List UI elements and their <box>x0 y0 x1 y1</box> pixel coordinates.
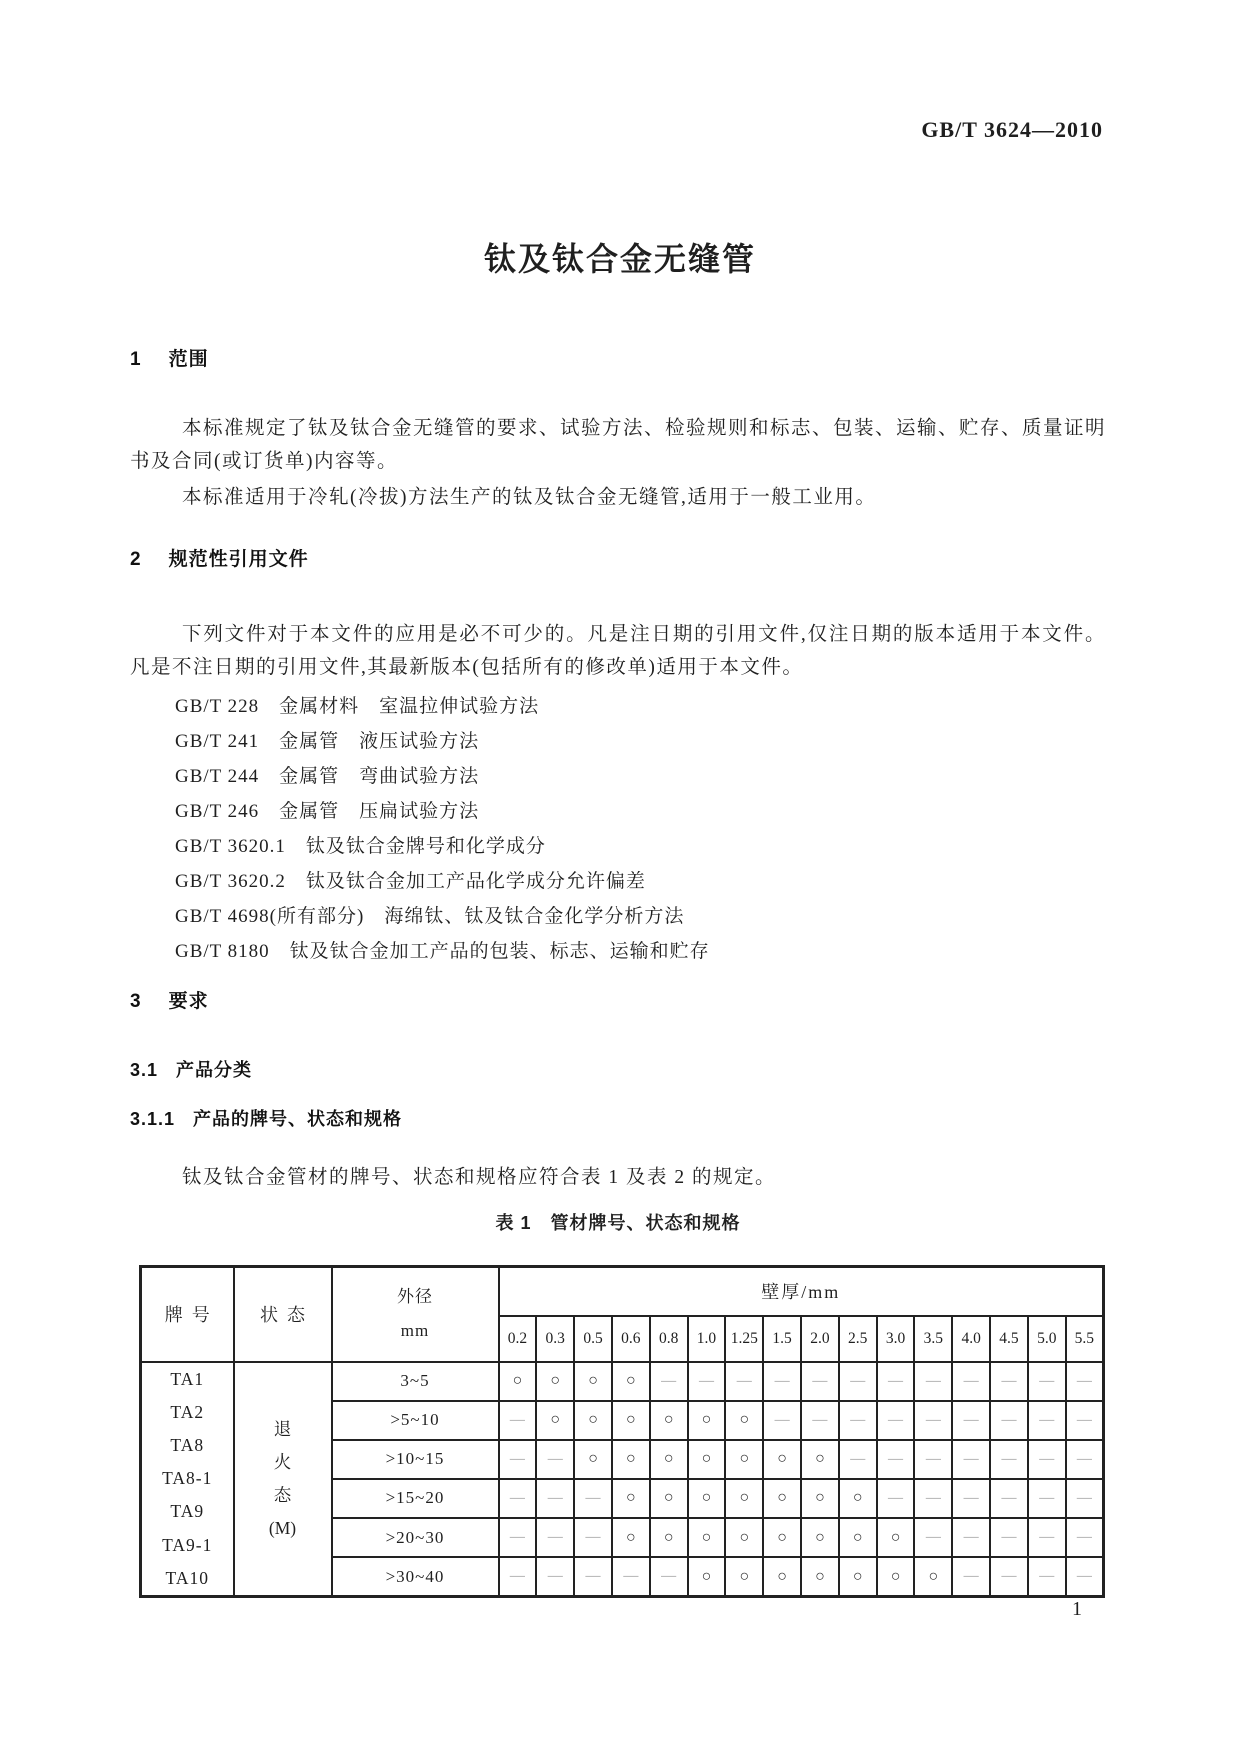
available-mark: ○ <box>650 1518 688 1557</box>
unavailable-mark: — <box>1028 1440 1066 1479</box>
unavailable-mark: — <box>574 1557 612 1596</box>
wall-thickness-value: 2.0 <box>801 1316 839 1362</box>
wall-thickness-value: 5.5 <box>1066 1316 1104 1362</box>
available-mark: ○ <box>612 1401 650 1440</box>
table-1 <box>139 1265 1105 1598</box>
brand-label: TA9-1 <box>162 1534 213 1555</box>
available-mark: ○ <box>536 1401 574 1440</box>
available-mark: ○ <box>839 1557 877 1596</box>
available-mark: ○ <box>650 1479 688 1518</box>
unavailable-mark: — <box>914 1440 952 1479</box>
state-label: 态 <box>273 1484 292 1505</box>
od-header-line2: mm <box>400 1321 430 1341</box>
section-3-title: 要求 <box>168 991 209 1012</box>
available-mark: ○ <box>688 1557 726 1596</box>
unavailable-mark: — <box>914 1401 952 1440</box>
unavailable-mark: — <box>1066 1440 1104 1479</box>
table-row <box>141 1362 1104 1401</box>
unavailable-mark: — <box>914 1479 952 1518</box>
unavailable-mark: — <box>1066 1557 1104 1596</box>
reference-item: GB/T 3620.1 钛及钛合金牌号和化学成分 <box>175 836 546 857</box>
wall-thickness-value: 5.0 <box>1028 1316 1066 1362</box>
unavailable-mark: — <box>952 1440 990 1479</box>
unavailable-mark: — <box>1028 1401 1066 1440</box>
unavailable-mark: — <box>914 1362 952 1401</box>
unavailable-mark: — <box>536 1557 574 1596</box>
available-mark: ○ <box>801 1518 839 1557</box>
unavailable-mark: — <box>499 1401 537 1440</box>
section-3-1-1-title: 产品的牌号、状态和规格 <box>193 1109 403 1129</box>
wall-thickness-value: 0.5 <box>574 1316 612 1362</box>
unavailable-mark: — <box>952 1518 990 1557</box>
wall-thickness-value: 4.0 <box>952 1316 990 1362</box>
unavailable-mark: — <box>801 1362 839 1401</box>
unavailable-mark: — <box>499 1518 537 1557</box>
unavailable-mark: — <box>1066 1518 1104 1557</box>
wall-thickness-value: 2.5 <box>839 1316 877 1362</box>
unavailable-mark: — <box>499 1440 537 1479</box>
unavailable-mark: — <box>839 1401 877 1440</box>
available-mark: ○ <box>574 1362 612 1401</box>
od-range-cell: >20~30 <box>332 1518 499 1557</box>
available-mark: ○ <box>877 1518 915 1557</box>
unavailable-mark: — <box>839 1440 877 1479</box>
brand-label: TA2 <box>170 1401 205 1422</box>
wall-thickness-value: 1.5 <box>763 1316 801 1362</box>
available-mark: ○ <box>688 1479 726 1518</box>
unavailable-mark: — <box>990 1479 1028 1518</box>
available-mark: ○ <box>612 1479 650 1518</box>
document-content <box>130 0 1106 1598</box>
state-cell <box>234 1362 332 1597</box>
reference-item: GB/T 4698(所有部分) 海绵钛、钛及钛合金化学分析方法 <box>175 906 685 927</box>
unavailable-mark: — <box>1066 1401 1104 1440</box>
available-mark: ○ <box>763 1557 801 1596</box>
wall-thickness-value: 1.0 <box>688 1316 726 1362</box>
wall-thickness-value: 0.3 <box>536 1316 574 1362</box>
unavailable-mark: — <box>688 1362 726 1401</box>
reference-item: GB/T 8180 钛及钛合金加工产品的包装、标志、运输和贮存 <box>175 941 710 962</box>
unavailable-mark: — <box>536 1479 574 1518</box>
available-mark: ○ <box>574 1440 612 1479</box>
unavailable-mark: — <box>574 1479 612 1518</box>
brand-label: TA8-1 <box>162 1468 213 1489</box>
col-header-state: 状态 <box>234 1267 332 1362</box>
available-mark: ○ <box>801 1479 839 1518</box>
section-3-1-heading <box>130 1060 1106 1081</box>
unavailable-mark: — <box>990 1362 1028 1401</box>
available-mark: ○ <box>725 1557 763 1596</box>
unavailable-mark: — <box>725 1362 763 1401</box>
document-title: 钛及钛合金无缝管 <box>483 241 756 277</box>
unavailable-mark: — <box>650 1362 688 1401</box>
section-1-heading <box>130 348 1106 371</box>
available-mark: ○ <box>650 1440 688 1479</box>
od-header-line1: 外径 <box>397 1287 433 1307</box>
wall-thickness-value: 0.2 <box>499 1316 537 1362</box>
od-range-cell: 3~5 <box>332 1362 499 1401</box>
unavailable-mark: — <box>801 1401 839 1440</box>
available-mark: ○ <box>499 1362 537 1401</box>
reference-item: GB/T 3620.2 钛及钛合金加工产品化学成分允许偏差 <box>175 871 646 892</box>
brand-label: TA8 <box>170 1434 205 1455</box>
wall-thickness-value: 1.25 <box>725 1316 763 1362</box>
wall-thickness-value: 0.6 <box>612 1316 650 1362</box>
unavailable-mark: — <box>1028 1362 1066 1401</box>
available-mark: ○ <box>688 1518 726 1557</box>
unavailable-mark: — <box>952 1557 990 1596</box>
table-header-row-1 <box>141 1267 1104 1316</box>
unavailable-mark: — <box>877 1362 915 1401</box>
available-mark: ○ <box>688 1401 726 1440</box>
available-mark: ○ <box>725 1401 763 1440</box>
section-3-heading <box>130 990 1106 1013</box>
table-1-caption: 表 1 管材牌号、状态和规格 <box>495 1213 741 1233</box>
available-mark: ○ <box>612 1440 650 1479</box>
od-range-cell: >10~15 <box>332 1440 499 1479</box>
references-intro-paragraph: 下列文件对于本文件的应用是必不可少的。凡是注日期的引用文件,仅注日期的版本适用于本文件。凡是不注日期的引用文件,其最新版本(包括所有的修改单)适用于本文件。 <box>130 624 1106 678</box>
unavailable-mark: — <box>1066 1479 1104 1518</box>
standard-number: GB/T 3624—2010 <box>921 117 1103 142</box>
od-range-cell: >30~40 <box>332 1557 499 1596</box>
unavailable-mark: — <box>612 1557 650 1596</box>
unavailable-mark: — <box>990 1401 1028 1440</box>
section-3-1-1-heading <box>130 1109 1106 1130</box>
unavailable-mark: — <box>952 1479 990 1518</box>
available-mark: ○ <box>725 1479 763 1518</box>
unavailable-mark: — <box>877 1440 915 1479</box>
available-mark: ○ <box>574 1401 612 1440</box>
unavailable-mark: — <box>536 1440 574 1479</box>
classification-paragraph: 钛及钛合金管材的牌号、状态和规格应符合表 1 及表 2 的规定。 <box>182 1167 777 1188</box>
available-mark: ○ <box>914 1557 952 1596</box>
scope-paragraph-1: 本标准规定了钛及钛合金无缝管的要求、试验方法、检验规则和标志、包装、运输、贮存、质量证明书及合同(或订货单)内容等。 <box>130 418 1107 472</box>
available-mark: ○ <box>877 1557 915 1596</box>
available-mark: ○ <box>763 1479 801 1518</box>
available-mark: ○ <box>612 1362 650 1401</box>
available-mark: ○ <box>688 1440 726 1479</box>
unavailable-mark: — <box>990 1518 1028 1557</box>
available-mark: ○ <box>763 1518 801 1557</box>
brand-list-cell <box>141 1362 234 1597</box>
available-mark: ○ <box>725 1440 763 1479</box>
unavailable-mark: — <box>1028 1557 1066 1596</box>
unavailable-mark: — <box>499 1479 537 1518</box>
unavailable-mark: — <box>763 1401 801 1440</box>
available-mark: ○ <box>801 1440 839 1479</box>
section-3-1-1-number: 3.1.1 <box>130 1109 176 1129</box>
section-2-number: 2 <box>130 549 142 570</box>
reference-item: GB/T 246 金属管 压扁试验方法 <box>175 801 480 822</box>
wall-thickness-value: 3.5 <box>914 1316 952 1362</box>
unavailable-mark: — <box>574 1518 612 1557</box>
reference-item: GB/T 228 金属材料 室温拉伸试验方法 <box>175 696 540 717</box>
scope-paragraph-2: 本标准适用于冷轧(冷拔)方法生产的钛及钛合金无缝管,适用于一般工业用。 <box>182 487 877 508</box>
available-mark: ○ <box>839 1479 877 1518</box>
section-1-number: 1 <box>130 349 142 370</box>
od-range-cell: >5~10 <box>332 1401 499 1440</box>
unavailable-mark: — <box>839 1362 877 1401</box>
unavailable-mark: — <box>990 1440 1028 1479</box>
wall-thickness-value: 0.8 <box>650 1316 688 1362</box>
section-2-heading <box>130 548 1106 571</box>
wall-thickness-value: 3.0 <box>877 1316 915 1362</box>
section-3-1-number: 3.1 <box>130 1060 159 1080</box>
available-mark: ○ <box>839 1518 877 1557</box>
section-1-title: 范围 <box>168 349 209 370</box>
section-3-1-title: 产品分类 <box>176 1060 253 1080</box>
references-list <box>130 689 1106 969</box>
unavailable-mark: — <box>1028 1518 1066 1557</box>
unavailable-mark: — <box>650 1557 688 1596</box>
page-number: 1 <box>1072 1598 1082 1620</box>
brand-label: TA9 <box>170 1501 205 1522</box>
unavailable-mark: — <box>877 1401 915 1440</box>
available-mark: ○ <box>536 1362 574 1401</box>
available-mark: ○ <box>612 1518 650 1557</box>
unavailable-mark: — <box>763 1362 801 1401</box>
unavailable-mark: — <box>952 1362 990 1401</box>
wall-thickness-value: 4.5 <box>990 1316 1028 1362</box>
state-label: (M) <box>268 1517 297 1538</box>
reference-item: GB/T 244 金属管 弯曲试验方法 <box>175 766 480 787</box>
unavailable-mark: — <box>499 1557 537 1596</box>
available-mark: ○ <box>801 1557 839 1596</box>
brand-label: TA10 <box>165 1567 209 1588</box>
unavailable-mark: — <box>1066 1362 1104 1401</box>
available-mark: ○ <box>763 1440 801 1479</box>
state-label: 退 <box>273 1418 292 1439</box>
brand-label: TA1 <box>170 1368 205 1389</box>
unavailable-mark: — <box>1028 1479 1066 1518</box>
unavailable-mark: — <box>952 1401 990 1440</box>
col-header-wall-thickness: 壁厚/mm <box>499 1267 1104 1316</box>
available-mark: ○ <box>650 1401 688 1440</box>
state-label: 火 <box>273 1451 292 1472</box>
available-mark: ○ <box>725 1518 763 1557</box>
col-header-brand: 牌号 <box>141 1267 234 1362</box>
section-3-number: 3 <box>130 991 142 1012</box>
unavailable-mark: — <box>990 1557 1028 1596</box>
section-2-title: 规范性引用文件 <box>168 549 309 570</box>
od-range-cell: >15~20 <box>332 1479 499 1518</box>
unavailable-mark: — <box>536 1518 574 1557</box>
unavailable-mark: — <box>877 1479 915 1518</box>
unavailable-mark: — <box>914 1518 952 1557</box>
reference-item: GB/T 241 金属管 液压试验方法 <box>175 731 480 752</box>
col-header-outer-diameter <box>332 1267 499 1362</box>
